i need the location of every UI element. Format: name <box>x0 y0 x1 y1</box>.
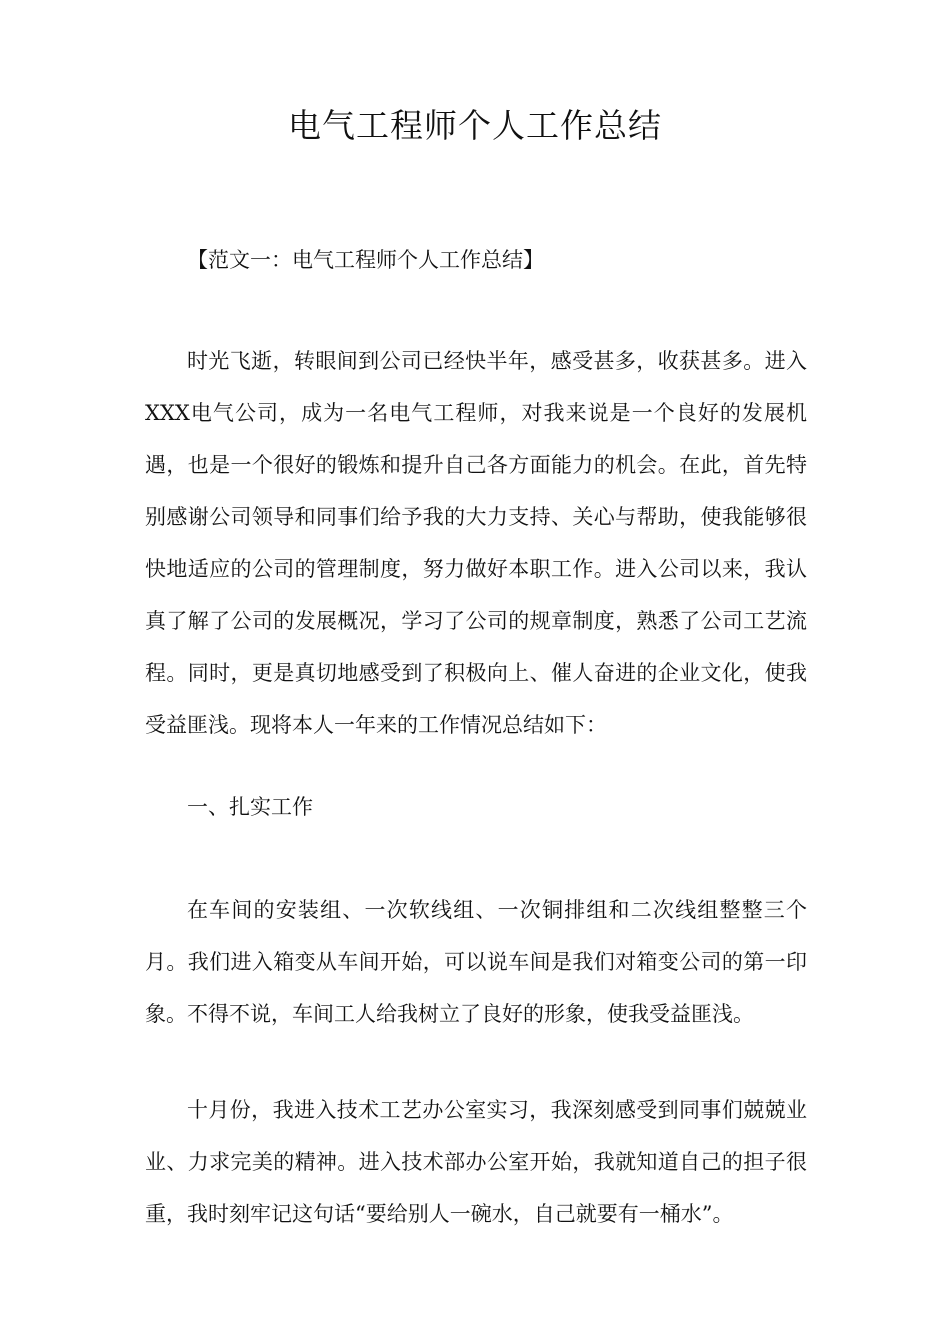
sample-heading: 【范文一：电气工程师个人工作总结】 <box>187 248 544 272</box>
document-title: 电气工程师个人工作总结 <box>288 106 662 145</box>
office-paragraph: 十月份，我进入技术工艺办公室实习，我深刻感受到同事们兢兢业业、力求完美的精神。进入技术部办公室开始，我就知道自己的担子很重，我时刻牢记这句话“要给别人一碗水，自己就要有一桶水”。 <box>145 1098 807 1226</box>
workshop-paragraph: 在车间的安装组、一次软线组、一次铜排组和二次线组整整三个月。我们进入箱变从车间开始，可以说车间是我们对箱变公司的第一印象。不得不说，车间工人给我树立了良好的形象，使我受益匪浅。 <box>145 898 807 1026</box>
intro-paragraph: 时光飞逝，转眼间到公司已经快半年，感受甚多，收获甚多。进入XXX电气公司，成为一名电气工程师，对我来说是一个良好的发展机遇，也是一个很好的锻炼和提升自己各方面能力的机会。在此，首先特别感谢公司领导和同事们给予我的大力支持、关心与帮助，使我能够很快地适应的公司的管理制度，努力做好本职工作。进入公司以来，我认真了解了公司的发展概况，学习了公司的规章制度，熟悉了公司工艺流程。同时，更是真切地感受到了积极向上、催人奋进的企业文化，使我受益匪浅。现将本人一年来的工作情况总结如下： <box>145 349 807 737</box>
section-heading: 一、扎实工作 <box>187 795 313 819</box>
